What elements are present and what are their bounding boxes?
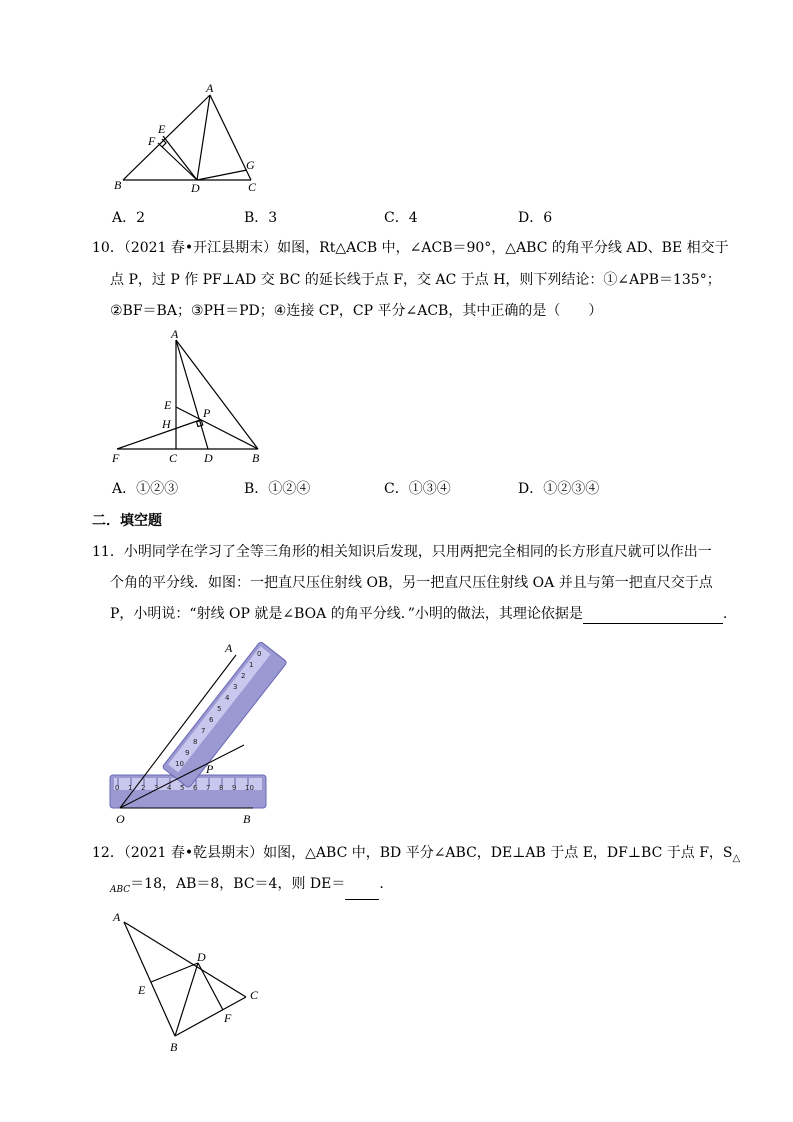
q10-option-c[interactable]: C．①③④ <box>384 481 451 497</box>
ruler-number: 9 <box>232 784 237 792</box>
q11-line-2: 个角的平分线．如图：一把直尺压住射线 OB，另一把直尺压住射线 OA 并且与第一把直尺交于点 <box>110 575 713 591</box>
q12-line-1-text: 12．（2021 春•乾县期末）如图，△ABC 中，BD 平分∠ABC，DE⊥AB 于点 E，DF⊥BC 于点 F，S <box>92 845 733 861</box>
label-E: E <box>164 398 172 412</box>
label-E: E <box>158 122 166 136</box>
q9-option-b[interactable]: B．3 <box>244 210 278 226</box>
label-F: F <box>224 1011 232 1025</box>
label-P: P <box>206 762 214 776</box>
label-B: B <box>243 812 251 826</box>
q12-area-subscript: ABC <box>110 884 131 895</box>
q10-line-3: ②BF＝BA；③PH＝PD；④连接 CP，CP 平分∠ACB，其中正确的是（ ） <box>110 303 603 319</box>
label-B: B <box>170 1040 178 1054</box>
label-A: A <box>206 81 214 95</box>
q9-option-d[interactable]: D．6 <box>518 210 553 226</box>
label-F: F <box>112 451 120 465</box>
ruler-number: 7 <box>201 727 206 735</box>
label-H: H <box>162 417 171 431</box>
label-D: D <box>197 950 206 964</box>
label-D: D <box>191 181 200 195</box>
q11-line-3-text: P，小明说：“射线 OP 就是∠BOA 的角平分线．”小明的做法，其理论依据是 <box>110 606 583 622</box>
ruler-number: 10 <box>245 784 254 792</box>
label-C: C <box>248 180 257 194</box>
ruler-number: 3 <box>233 683 238 691</box>
ruler-number: 10 <box>175 760 184 768</box>
label-F: F <box>148 134 156 148</box>
q11-line-1: 11．小明同学在学习了全等三角形的相关知识后发现，只用两把完全相同的长方形直尺就可以作出一 <box>92 544 712 560</box>
label-D: D <box>204 451 213 465</box>
q12-period: . <box>379 876 384 892</box>
ruler-number: 1 <box>249 661 254 669</box>
ruler-number: 5 <box>180 784 185 792</box>
q10-option-b[interactable]: B．①②④ <box>244 481 311 497</box>
ruler-number: 7 <box>206 784 211 792</box>
ruler-number: 6 <box>209 716 214 724</box>
label-O: O <box>116 812 125 826</box>
label-A: A <box>225 641 233 655</box>
q10-option-d[interactable]: D．①②③④ <box>518 481 600 497</box>
ruler-number: 9 <box>185 749 190 757</box>
ruler-number: 0 <box>257 650 262 658</box>
label-G: G <box>246 158 255 172</box>
q9-option-a[interactable]: A．2 <box>112 210 146 226</box>
section-fill-in-blank-header: 二．填空题 <box>92 513 162 529</box>
label-E: E <box>138 983 146 997</box>
ruler-number: 4 <box>225 694 230 702</box>
ruler-number: 4 <box>167 784 172 792</box>
ruler-number: 1 <box>128 784 133 792</box>
q12-line-2-text: ＝18，AB＝8，BC＝4，则 DE＝ <box>130 876 346 892</box>
ruler-number: 2 <box>241 672 246 680</box>
q10-line-2: 点 P，过 P 作 PF⊥AD 交 BC 的延长线于点 F，交 AC 于点 H，则下列结论：①∠APB＝135°； <box>110 272 721 288</box>
segment-AB <box>124 922 175 1036</box>
ruler-number: 6 <box>193 784 198 792</box>
ruler-number: 8 <box>193 738 198 746</box>
ruler-number: 0 <box>115 784 120 792</box>
segment-DE <box>151 963 198 982</box>
q10-option-a[interactable]: A．①②③ <box>112 481 179 497</box>
label-A: A <box>113 910 121 924</box>
ruler-number: 3 <box>154 784 159 792</box>
label-A: A <box>171 327 179 341</box>
q12-area-symbol: △ <box>732 852 741 864</box>
label-P: P <box>203 406 211 420</box>
q10-line-1: 10．（2021 春•开江县期末）如图，Rt△ACB 中，∠ACB＝90°，△ABC 的角平分线 AD、BE 相交于 <box>92 240 729 256</box>
label-B: B <box>114 178 122 192</box>
q9-option-c[interactable]: C．4 <box>384 210 418 226</box>
q11-period: . <box>722 606 728 622</box>
ruler-number: 8 <box>219 784 224 792</box>
ruler-number: 2 <box>141 784 146 792</box>
label-C: C <box>169 451 178 465</box>
label-C: C <box>250 988 259 1002</box>
segment-DF <box>198 963 223 1010</box>
label-B: B <box>252 451 260 465</box>
ruler-number: 5 <box>217 705 222 713</box>
